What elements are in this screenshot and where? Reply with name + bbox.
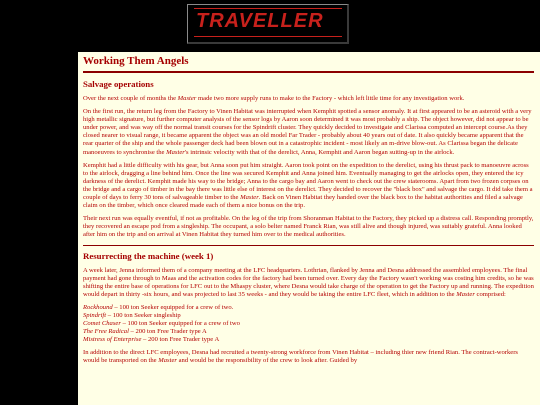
ship-name: Spindrift: [83, 311, 107, 319]
section-resurrecting-continued: [83, 349, 534, 365]
ship-name-text: Master: [456, 290, 475, 298]
paragraph: [83, 95, 534, 103]
ship-description: – 100 ton Seeker equipped for a crew of two: [120, 320, 240, 328]
content-panel: [78, 52, 540, 405]
ship-description: – 100 ton Seeker singleship: [106, 311, 181, 319]
ship-list-item: [83, 328, 534, 336]
ship-list-item: [83, 320, 534, 328]
ship-name-text: Master: [166, 148, 185, 156]
paragraph-text: 's intrinsic velocity with that of the derelict, Anna, Kemphit and Aaron began suiting-up in the airlock.: [184, 148, 455, 156]
banner-title: TRAVELLER: [196, 10, 324, 32]
banner-top-rule: [194, 8, 342, 9]
paragraph-text: In addition to the direct LFC employees, Desna had recruited a twenty-strong workforce from Vinen Habitat – including thier new friend Rian. The contract-workers would be transported on the: [83, 349, 518, 365]
paragraph: [83, 267, 534, 299]
paragraph-text: On the first run, the return leg from the Factory to Vinen Habitat was interrupted when Kemphit spotted a sensor anomaly. It at first appeared to be an asteroid with a very high metallic signature, but further computer analysis of the sensor logs by Aaron soon determined it was most probably a ship. The object however, did not appear to be under power, and was way off the normal transit courses for the Spindrift cluster. They quickly decided to investigate and Clarissa computed an intercept course.As they closed nearer to visual range, it became apparent the object was an old model Far Trader - probably about 40 years out of date. It also quickly became apparent that the rear quarter of the ship and the whole passenger deck had been blown out in a catastrophic incident - most likely an m-drive blow-out. As Clarissa began the delicate manoeuvres to synchronise the: [83, 108, 532, 156]
banner: [187, 4, 349, 44]
ship-list: [83, 304, 534, 344]
ship-list-item: [83, 336, 534, 344]
ship-name: Mistress of Enterprise: [83, 336, 142, 344]
paragraph-text: Over the next couple of months the: [83, 95, 178, 102]
ship-name: Comet Chaser: [83, 320, 121, 328]
ship-description: – 100 ton Seeker equipped for a crew of two.: [112, 303, 234, 311]
paragraph-text: A week later, Jenna informed them of a company meeting at the LFC headquarters. Lothrian, flanked by Jenna and Desna addressed the assembled employees. The final payment had gone through to Maas and the activation codes for the factory had been turned over. Every day the Factory wasn't working was costing him credits, so he was shifting the entire base of operations for LFC out to the Mhaspy cluster, where Desna would take charge of the operation to get the Factory up and running. The expedition would depart in thirty -six hours, and was projected to last 35 weeks - and they would be taking the entire LFC fleet, which in addition to the: [83, 266, 534, 298]
paragraph-text: and would be the responsibility of the crew to look after. Guided by: [176, 357, 358, 365]
ship-description: – 200 ton Free Trader type A: [128, 328, 207, 336]
ship-name: The Free Radical: [83, 328, 129, 336]
section-divider: [83, 245, 534, 246]
section-resurrecting-body: [83, 267, 534, 299]
paragraph: [83, 349, 534, 365]
ship-name-text: Master: [158, 357, 177, 365]
paragraph-text: Kemphit had a little difficulty with his gear, but Anna soon put him straight. Aaron took point on the expedition to the derelict, using his thrust pack to manoeuvre across to the airlock, dragging a line behind him. Once the line was secured Kemphit and Anna joined him. Eventually managing to get the airlocks open, they entered the icy darkness of the derelict. Kemphit made his way to the bridge; Anna to the cargo bay and Aaron went to check out the crew staterooms. Apart from two frozen corpses on the bridge and a cargo of timber in the bay there was little else of interest on the derelict. They decided to recover the "black box" and salvage the cargo. It did take them a couple of days to ferry 30 tons of salvageable timber to the: [83, 161, 533, 202]
ship-name: Rockhound: [83, 303, 113, 311]
ship-list-item: [83, 304, 534, 312]
paragraph: [83, 162, 534, 211]
ship-name-text: Master: [240, 194, 259, 202]
banner-bottom-rule: [194, 36, 342, 37]
section-heading-resurrecting: Resurrecting the machine (week 1): [83, 250, 214, 261]
paragraph: [83, 108, 534, 157]
page-title: Working Them Angels: [83, 55, 189, 67]
ship-list-item: [83, 312, 534, 320]
paragraph-text: . Back on Vinen Habitat they handed over the black box to the habitat authorities and filed a salvage claim on the timber, which once cleared made each of them a nice bonus on the trip.: [83, 194, 523, 210]
paragraph-text: Their next run was equally eventful, if not as profitable. On the leg of the trip from Shoranman Habitat to the Factory, they picked up a distress call. Responding promptly, they recovered an escape pod from a singleship. The occupant, a solo belter named Franck Rian, was still alive and though injured, was suitably grateful. Anna looked after him on the trip and on arrival at Vinen Habitat they turned him over to the medical authorities.: [83, 215, 534, 239]
title-divider: [83, 71, 534, 73]
section-heading-salvage: Salvage operations: [83, 79, 154, 89]
ship-description: – 200 ton Free Trader type A: [141, 336, 220, 344]
paragraph-text: comprised:: [474, 290, 506, 298]
ship-name-text: Master: [177, 95, 197, 102]
section-salvage-body: [83, 95, 534, 240]
paragraph-text: made two more supply runs to make to the Factory - which left little time for any investigation work.: [196, 95, 465, 102]
paragraph: [83, 215, 534, 239]
